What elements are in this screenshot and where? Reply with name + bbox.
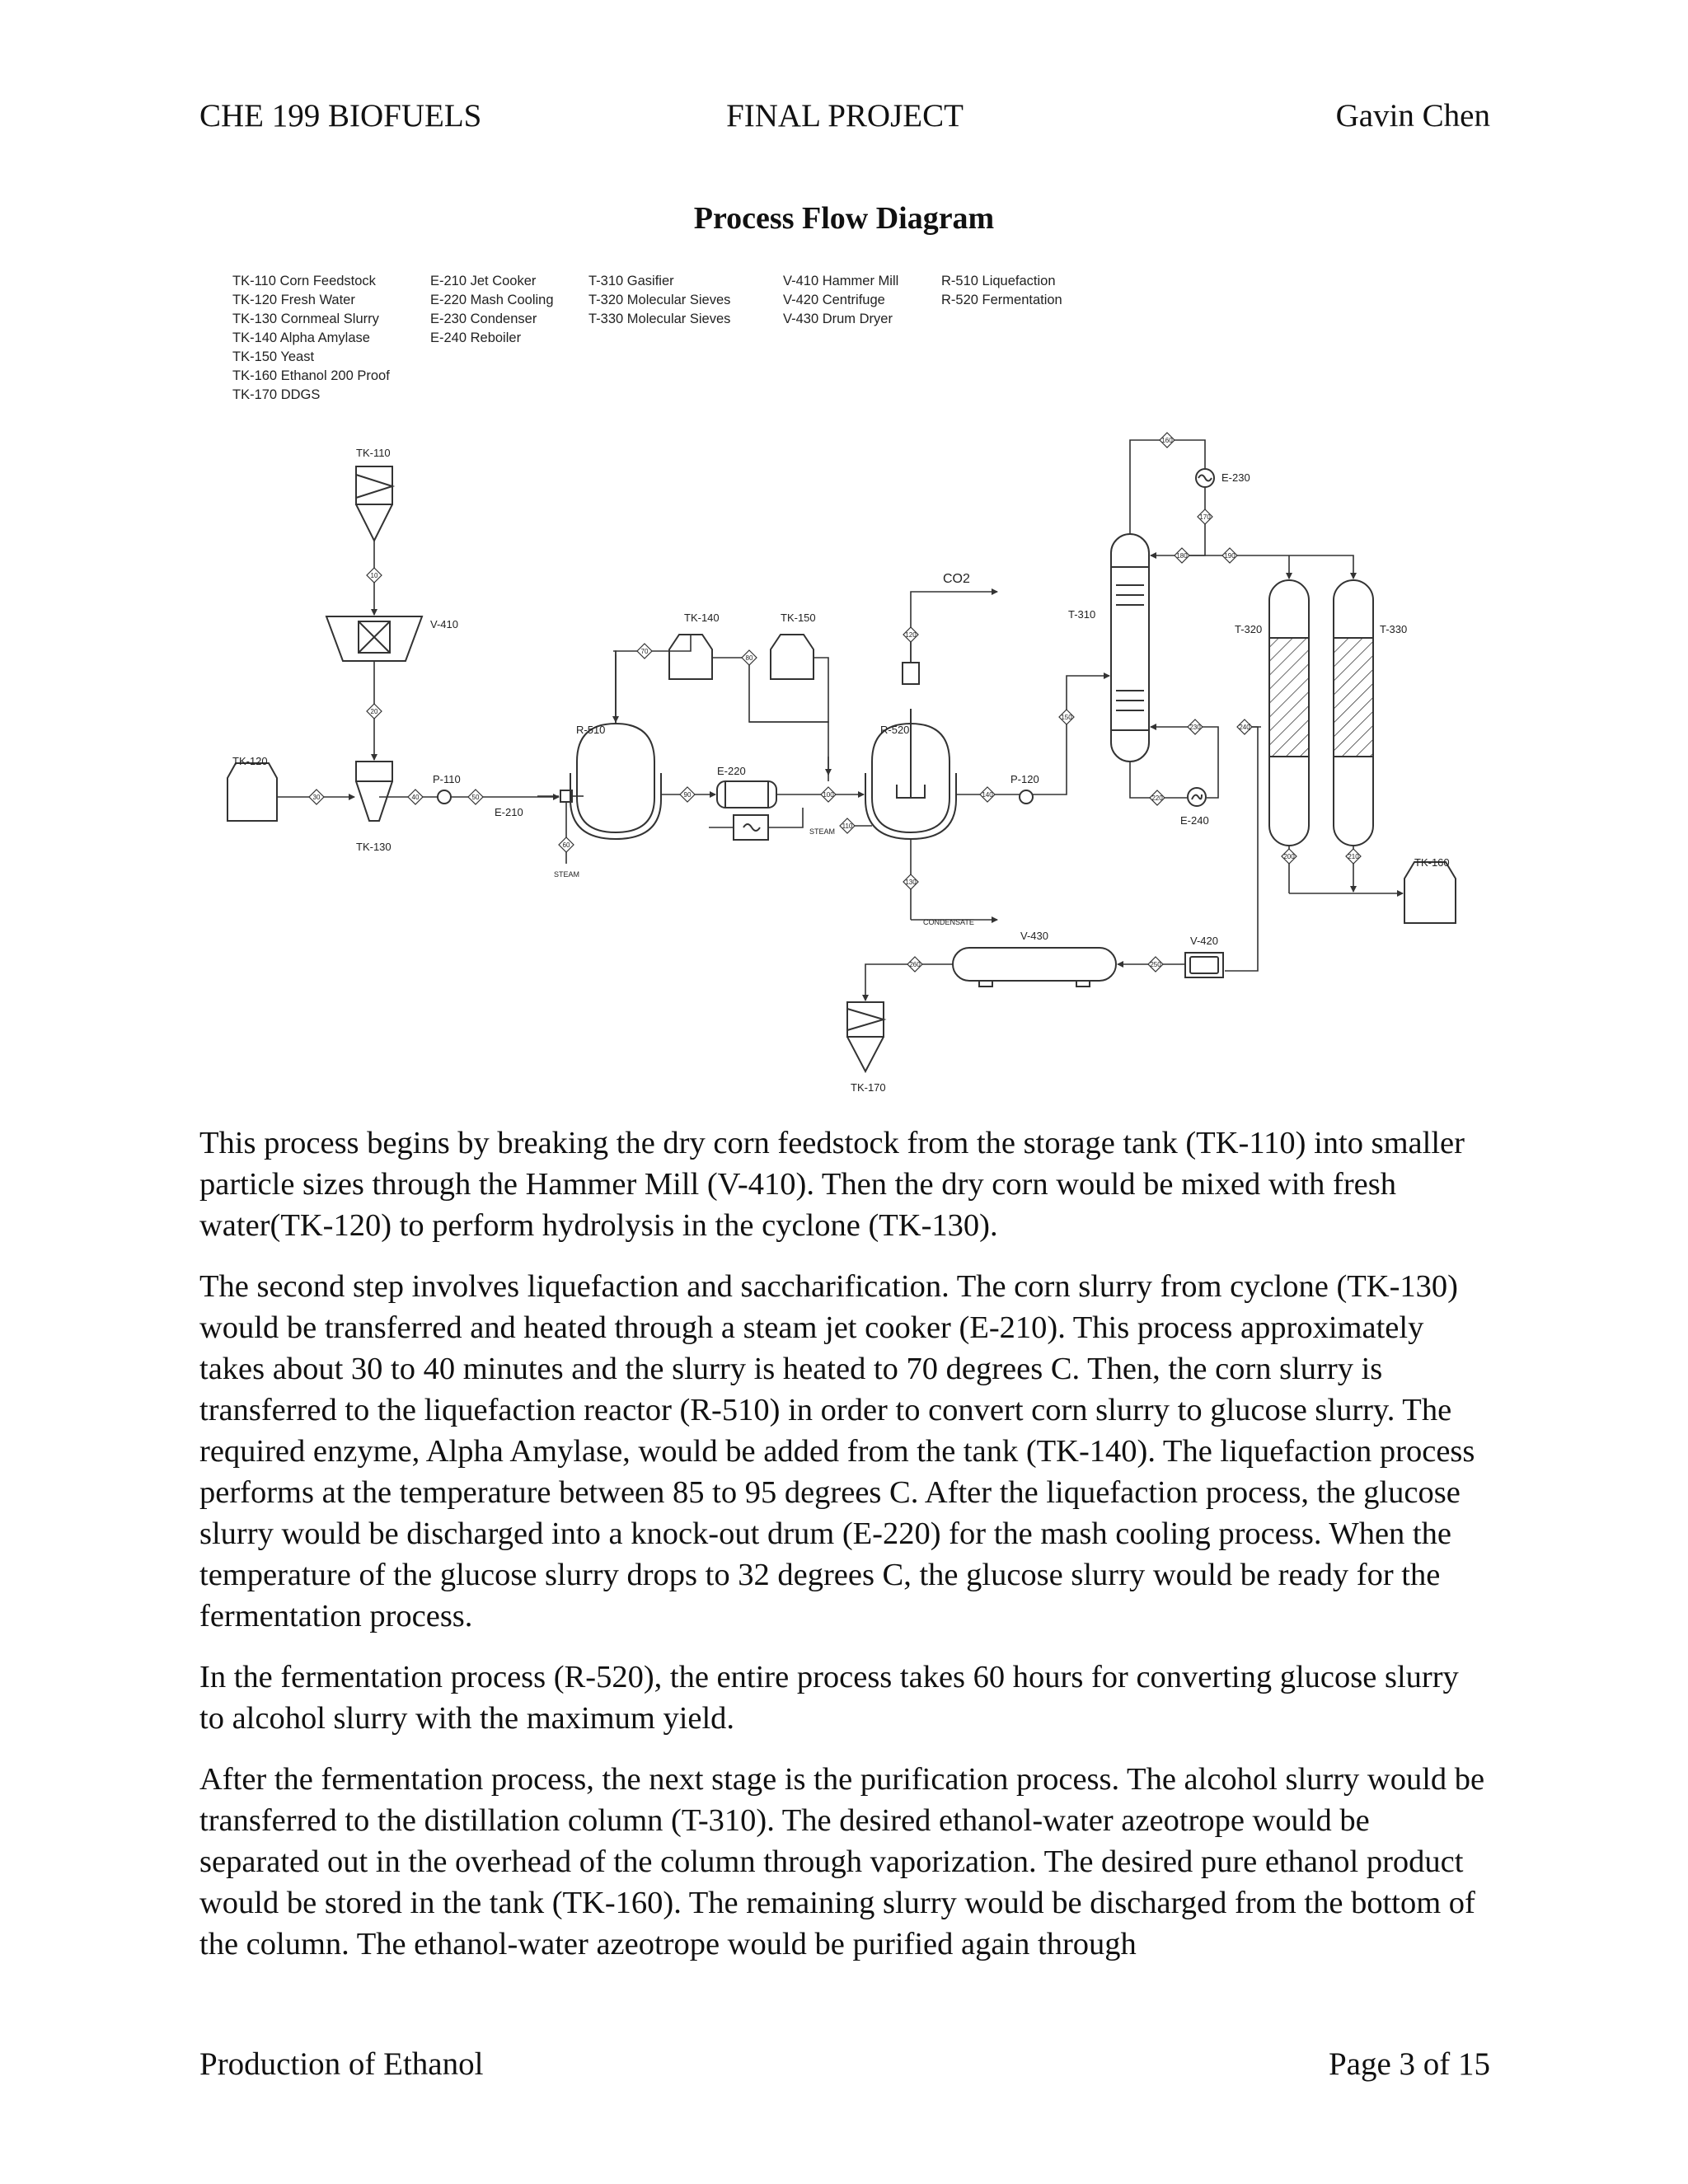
tag-tk-140: TK-140 <box>684 612 720 624</box>
svg-text:20: 20 <box>370 708 378 715</box>
stream-140 <box>980 787 995 802</box>
svg-text:120: 120 <box>905 631 917 639</box>
legend-item: E-210 Jet Cooker <box>430 274 537 288</box>
equipment-tags <box>232 447 1450 1094</box>
stream-60 <box>559 837 574 852</box>
svg-text:180: 180 <box>1176 552 1188 560</box>
svg-text:150: 150 <box>1061 714 1072 721</box>
stream-160 <box>1160 433 1175 448</box>
paragraph: This process begins by breaking the dry corn feedstock from the storage tank (TK-110) into smaller particle sizes through the Hammer Mill (V-410). Then the dry corn would be mixed with fresh water(TK-120) to perform hydrolysis in the cyclone (TK-130). <box>199 1126 1465 1243</box>
legend-item: TK-130 Cornmeal Slurry <box>232 312 379 326</box>
tk-110-hopper <box>356 466 392 504</box>
stream-130 <box>903 874 918 889</box>
stream-200 <box>1282 849 1296 864</box>
svg-text:200: 200 <box>1283 853 1295 860</box>
tag-tk-170: TK-170 <box>851 1081 886 1094</box>
tag-t-310: T-310 <box>1068 608 1096 621</box>
header-author: Gavin Chen <box>1335 98 1490 134</box>
v-430-drum-dryer <box>953 948 1116 981</box>
legend-item: TK-120 Fresh Water <box>232 293 355 307</box>
tag-v-420: V-420 <box>1190 935 1218 947</box>
diagram-title: Process Flow Diagram <box>693 201 995 236</box>
stream-100 <box>821 787 836 802</box>
tag-t-320: T-320 <box>1235 623 1263 635</box>
stream-190 <box>1222 548 1237 563</box>
legend-item: V-430 Drum Dryer <box>783 312 893 326</box>
paragraph: The second step involves liquefaction and saccharification. The corn slurry from cyclone (TK-130) would be transferred and heated through a steam jet cooker (E-210). This process approximately takes about 30 to 40 minutes and the slurry is heated to 70 degrees C. Then, the corn slurry is transferred to the liquefaction reactor (R-510) in order to convert corn slurry to glucose slurry. The required enzyme, Alpha Amylase, would be added from the tank (TK-140). The liquefaction process performs at the temperature between 85 to 95 degrees C. After the liquefaction process, the glucose slurry would be discharged into a knock-out drum (E-220) for the mash cooling process. When the temperature of the glucose slurry drops to 32 degrees C, the glucose slurry would be ready for the fermentation process. <box>199 1269 1475 1633</box>
paragraph: After the fermentation process, the next stage is the purification process. The alcohol slurry would be transferred to the distillation column (T-310). The desired ethanol-water azeotrope would be separated out in the overhead of the column through vaporization. The desired pure ethanol product would be stored in the tank (TK-160). The remaining slurry would be discharged from the bottom of the column. The ethanol-water azeotrope would be purified again through <box>199 1762 1485 1961</box>
legend-item: TK-140 Alpha Amylase <box>232 330 370 345</box>
stream-40 <box>408 790 423 804</box>
stream-70 <box>637 644 652 658</box>
svg-text:210: 210 <box>1348 853 1359 860</box>
tag-tk-130: TK-130 <box>356 841 392 853</box>
legend-item: T-330 Molecular Sieves <box>588 312 731 326</box>
process-lines <box>277 440 1403 1001</box>
tk-120-tank <box>227 763 277 821</box>
tag-p-120: P-120 <box>1010 773 1039 785</box>
tag-condensate: CONDENSATE <box>923 918 974 926</box>
stream-120 <box>903 627 918 642</box>
paragraph: In the fermentation process (R-520), the entire process takes 60 hours for converting glucose slurry to alcohol slurry with the maximum yield. <box>199 1660 1459 1736</box>
tk-160-tank <box>1404 862 1456 923</box>
svg-text:130: 130 <box>905 879 917 886</box>
svg-text:240: 240 <box>1239 724 1250 731</box>
t-330-packing <box>1334 638 1373 757</box>
header-project: FINAL PROJECT <box>726 98 964 134</box>
e-240-reboiler <box>1188 788 1206 806</box>
tk-110-cone <box>356 504 392 541</box>
tk-130-cyclone <box>356 762 392 781</box>
tag-tk-150: TK-150 <box>781 612 816 624</box>
legend-item: T-310 Gasifier <box>588 274 674 288</box>
stream-170 <box>1198 509 1212 524</box>
svg-text:90: 90 <box>683 791 692 799</box>
svg-text:110: 110 <box>842 823 853 830</box>
legend-item: TK-150 Yeast <box>232 349 315 364</box>
stream-210 <box>1346 849 1361 864</box>
legend-item: TK-160 Ethanol 200 Proof <box>232 368 390 383</box>
stream-markers <box>309 433 1361 972</box>
stream-250 <box>1148 957 1163 972</box>
t-310-column <box>1111 534 1149 762</box>
legend-item: E-230 Condenser <box>430 312 537 326</box>
tk-110-symbol <box>356 475 392 498</box>
page-number: Page 3 of 15 <box>1328 2046 1490 2082</box>
svg-text:220: 220 <box>1151 794 1163 802</box>
stream-260 <box>907 957 922 972</box>
tag-tk-120: TK-120 <box>232 755 268 767</box>
tag-r-520: R-520 <box>880 724 910 736</box>
process-flow-diagram <box>199 262 1487 1103</box>
svg-text:170: 170 <box>1199 513 1211 521</box>
footer-title: Production of Ethanol <box>199 2046 484 2082</box>
tag-p-110: P-110 <box>433 773 461 785</box>
svg-text:260: 260 <box>909 961 921 968</box>
svg-text:10: 10 <box>370 572 378 579</box>
r-510-jacket <box>570 773 661 839</box>
stream-50 <box>468 790 483 804</box>
stream-220 <box>1150 790 1165 805</box>
svg-text:100: 100 <box>823 791 834 799</box>
stream-110 <box>840 818 855 833</box>
p-110-pump <box>438 790 451 804</box>
body-text <box>199 1122 1490 1985</box>
svg-text:230: 230 <box>1189 724 1201 731</box>
legend-item: TK-170 DDGS <box>232 387 321 402</box>
r-520-motor <box>903 663 919 684</box>
legend-item: R-510 Liquefaction <box>941 274 1056 288</box>
legend <box>232 274 1062 402</box>
tag-v-410: V-410 <box>430 618 458 630</box>
svg-text:80: 80 <box>745 654 753 662</box>
svg-text:30: 30 <box>312 794 321 801</box>
page-footer <box>199 2046 1490 2087</box>
tag-v-430: V-430 <box>1020 930 1048 942</box>
tag-e-230: E-230 <box>1221 471 1250 484</box>
tag-tk-160: TK-160 <box>1414 856 1450 869</box>
stream-30 <box>309 790 324 804</box>
svg-text:50: 50 <box>471 794 480 801</box>
legend-item: V-420 Centrifuge <box>783 293 885 307</box>
v-410-hammer-mill <box>326 616 422 661</box>
tag-steam-2: STEAM <box>809 827 836 836</box>
tag-steam-1: STEAM <box>554 870 580 879</box>
tag-e-210: E-210 <box>495 806 523 818</box>
stream-80 <box>742 650 757 665</box>
svg-text:190: 190 <box>1224 552 1236 560</box>
legend-item: TK-110 Corn Feedstock <box>232 274 376 288</box>
legend-item: E-220 Mash Cooling <box>430 293 554 307</box>
tag-e-240: E-240 <box>1180 814 1209 827</box>
tag-r-510: R-510 <box>576 724 606 736</box>
r-510-reactor <box>577 724 654 832</box>
svg-text:60: 60 <box>562 841 570 849</box>
stream-150 <box>1059 710 1074 724</box>
legend-item: T-320 Molecular Sieves <box>588 293 731 307</box>
tk-150-tank <box>771 635 814 679</box>
stream-20 <box>367 704 382 719</box>
legend-item: V-410 Hammer Mill <box>783 274 899 288</box>
tag-tk-110: TK-110 <box>356 447 391 459</box>
svg-text:70: 70 <box>640 648 649 655</box>
tag-e-220: E-220 <box>717 765 746 777</box>
legend-item: E-240 Reboiler <box>430 330 522 345</box>
stream-90 <box>680 787 695 802</box>
svg-text:40: 40 <box>411 794 420 801</box>
stream-10 <box>367 568 382 583</box>
legend-item: R-520 Fermentation <box>941 293 1062 307</box>
stream-230 <box>1188 719 1203 734</box>
svg-text:140: 140 <box>982 791 993 799</box>
svg-text:160: 160 <box>1161 437 1173 444</box>
header-course: CHE 199 BIOFUELS <box>199 98 482 134</box>
svg-text:250: 250 <box>1150 961 1161 968</box>
tag-t-330: T-330 <box>1380 623 1408 635</box>
p-120-pump <box>1020 790 1033 804</box>
tag-co2: CO2 <box>943 572 970 586</box>
stream-180 <box>1175 548 1189 563</box>
tk-170-hopper <box>847 1002 884 1037</box>
stream-240 <box>1237 719 1252 734</box>
page-header <box>199 97 1490 138</box>
t-320-packing <box>1269 638 1309 757</box>
